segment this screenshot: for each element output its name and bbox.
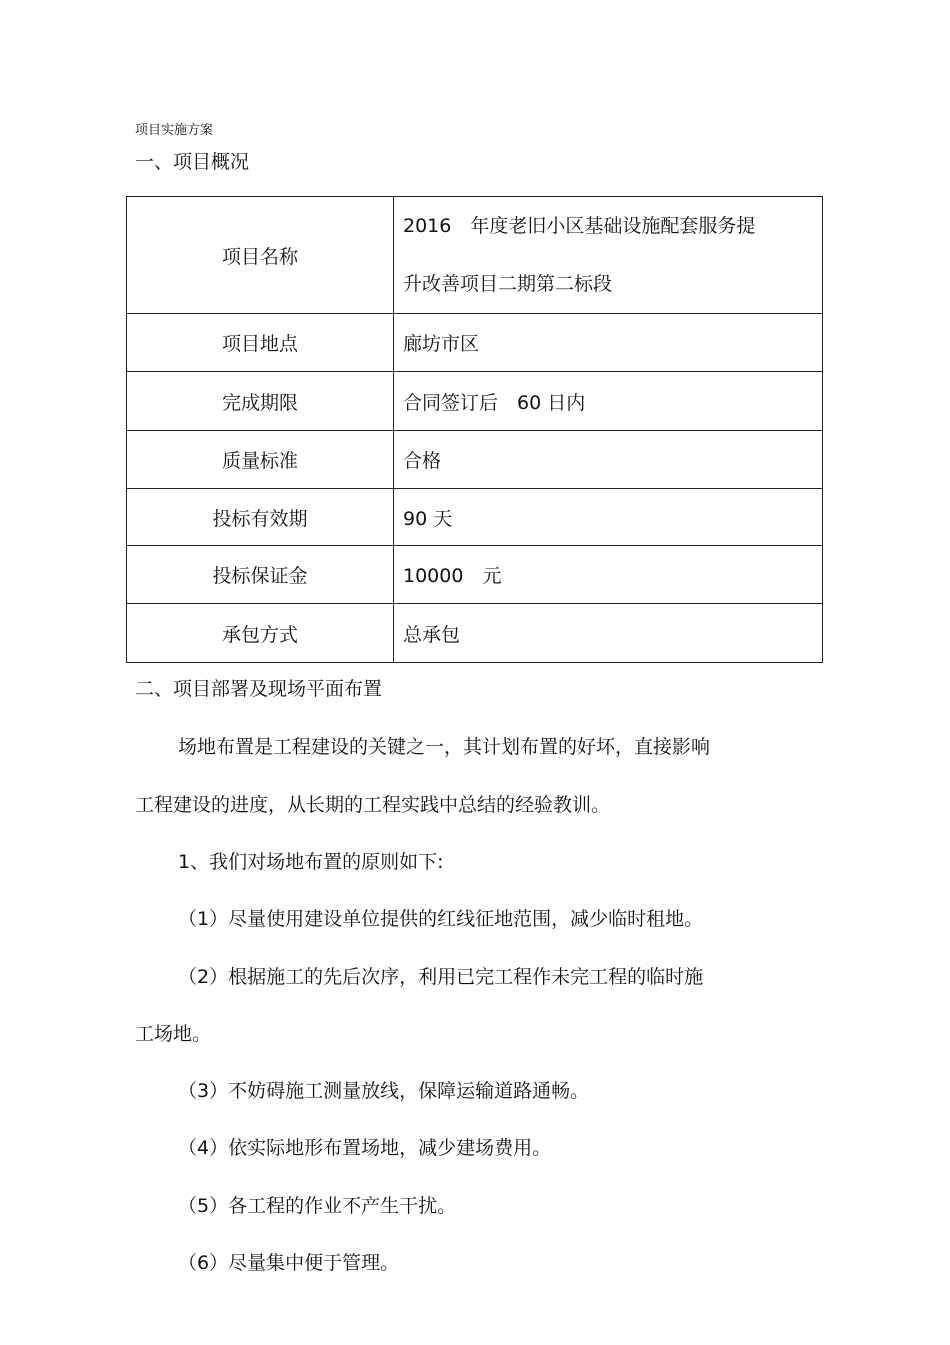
project-overview-table bbox=[126, 196, 823, 663]
paragraph-line: 工程建设的进度，从长期的工程实践中总结的经验教训。 bbox=[135, 794, 611, 816]
row-value: 10000 元 bbox=[394, 546, 823, 604]
row-label: 质量标准 bbox=[127, 431, 394, 489]
paragraph-line: （2）根据施工的先后次序，利用已完工程作未完工程的临时施 bbox=[178, 966, 704, 988]
row-value: 合同签订后 60 日内 bbox=[394, 372, 823, 431]
row-value: 廊坊市区 bbox=[394, 314, 823, 372]
table-row bbox=[127, 372, 823, 431]
row-label: 承包方式 bbox=[127, 604, 394, 663]
table-row bbox=[127, 314, 823, 372]
section-heading-overview: 一、项目概况 bbox=[135, 151, 250, 173]
paragraph-line: 工场地。 bbox=[135, 1023, 212, 1045]
paragraph-line: （5）各工程的作业不产生干扰。 bbox=[178, 1195, 457, 1217]
row-value: 合格 bbox=[394, 431, 823, 489]
table-row bbox=[127, 546, 823, 604]
row-value: 总承包 bbox=[394, 604, 823, 663]
row-label: 投标保证金 bbox=[127, 546, 394, 604]
row-value-line: 升改善项目二期第二标段 bbox=[403, 273, 613, 295]
row-label: 项目地点 bbox=[127, 314, 394, 372]
table-row bbox=[127, 604, 823, 663]
paragraph-line: （4）依实际地形布置场地，减少建场费用。 bbox=[178, 1137, 552, 1159]
row-label: 投标有效期 bbox=[127, 489, 394, 546]
table-row bbox=[127, 431, 823, 489]
document-title: 项目实施方案 bbox=[135, 123, 214, 138]
paragraph-line: 场地布置是工程建设的关键之一，其计划布置的好坏，直接影响 bbox=[178, 736, 711, 758]
row-value-line: 2016 年度老旧小区基础设施配套服务提 bbox=[403, 215, 756, 237]
row-label: 项目名称 bbox=[127, 197, 394, 314]
paragraph-line: 1、我们对场地布置的原则如下: bbox=[178, 851, 444, 873]
row-value bbox=[394, 197, 823, 314]
table-row bbox=[127, 197, 823, 314]
row-label: 完成期限 bbox=[127, 372, 394, 431]
paragraph-line: （3）不妨碍施工测量放线，保障运输道路通畅。 bbox=[178, 1080, 590, 1102]
table-row bbox=[127, 489, 823, 546]
paragraph-line: （6）尽量集中便于管理。 bbox=[178, 1252, 400, 1274]
paragraph-line: （1）尽量使用建设单位提供的红线征地范围，减少临时租地。 bbox=[178, 908, 704, 930]
row-value: 90 天 bbox=[394, 489, 823, 546]
section-heading-deployment: 二、项目部署及现场平面布置 bbox=[135, 678, 383, 700]
